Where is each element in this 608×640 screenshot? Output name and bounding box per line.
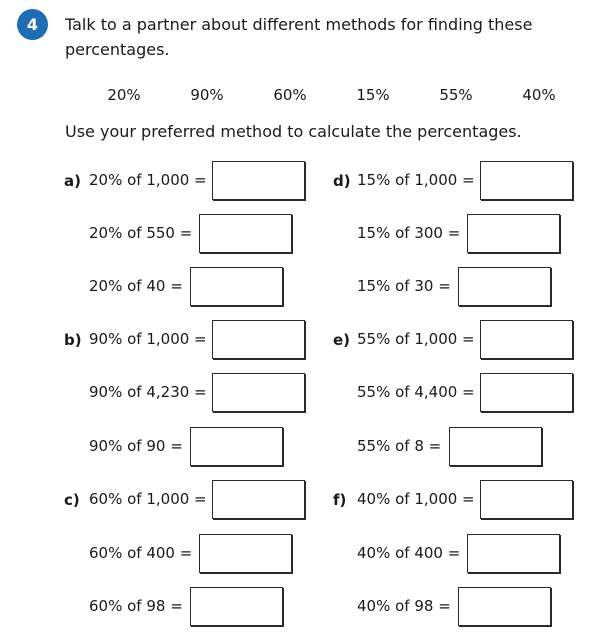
problem-text: 90% of 4,230 = [89,383,207,401]
percentage-item: 90% [190,86,224,104]
part-label-f: f) [333,491,347,509]
percentage-item: 20% [107,86,141,104]
answer-box[interactable] [190,587,283,626]
problem-text: 60% of 400 = [89,544,193,562]
answer-box[interactable] [190,427,283,466]
problem-text: 40% of 1,000 = [357,490,475,508]
problem-text: 60% of 98 = [89,597,183,615]
problem-text: 40% of 400 = [357,544,461,562]
answer-box[interactable] [480,320,573,359]
answer-box[interactable] [212,161,305,200]
problem-text: 15% of 300 = [357,224,461,242]
problem-text: 55% of 4,400 = [357,383,475,401]
question-intro: Talk to a partner about different methods for finding these percentages. [65,15,533,59]
answer-box[interactable] [212,480,305,519]
answer-box[interactable] [458,587,551,626]
answer-box[interactable] [199,214,292,253]
problem-text: 20% of 40 = [89,277,183,295]
answer-box[interactable] [212,320,305,359]
answer-box[interactable] [467,214,560,253]
percentage-list [0,86,608,106]
problem-text: 55% of 1,000 = [357,330,475,348]
part-label-b: b) [64,331,82,349]
problem-text: 20% of 550 = [89,224,193,242]
part-label-c: c) [64,491,80,509]
problem-text: 60% of 1,000 = [89,490,207,508]
answer-box[interactable] [212,373,305,412]
answer-box[interactable] [480,480,573,519]
answer-box[interactable] [199,534,292,573]
problem-text: 90% of 90 = [89,437,183,455]
problem-text: 20% of 1,000 = [89,171,207,189]
problem-text: 40% of 98 = [357,597,451,615]
problem-text: 55% of 8 = [357,437,442,455]
problem-text: 90% of 1,000 = [89,330,207,348]
question-number-badge: 4 [17,9,48,40]
part-label-d: d) [333,172,351,190]
answer-box[interactable] [458,267,551,306]
percentage-item: 40% [522,86,556,104]
percentage-item: 60% [273,86,307,104]
percentage-item: 55% [439,86,473,104]
problem-text: 15% of 1,000 = [357,171,475,189]
part-label-e: e) [333,331,351,349]
answer-box[interactable] [449,427,542,466]
answer-box[interactable] [190,267,283,306]
answer-box[interactable] [480,373,573,412]
part-label-a: a) [64,172,81,190]
answer-box[interactable] [467,534,560,573]
problem-text: 15% of 30 = [357,277,451,295]
percentage-item: 15% [356,86,390,104]
answer-box[interactable] [480,161,573,200]
instruction-text: Use your preferred method to calculate the percentages. [65,122,522,141]
